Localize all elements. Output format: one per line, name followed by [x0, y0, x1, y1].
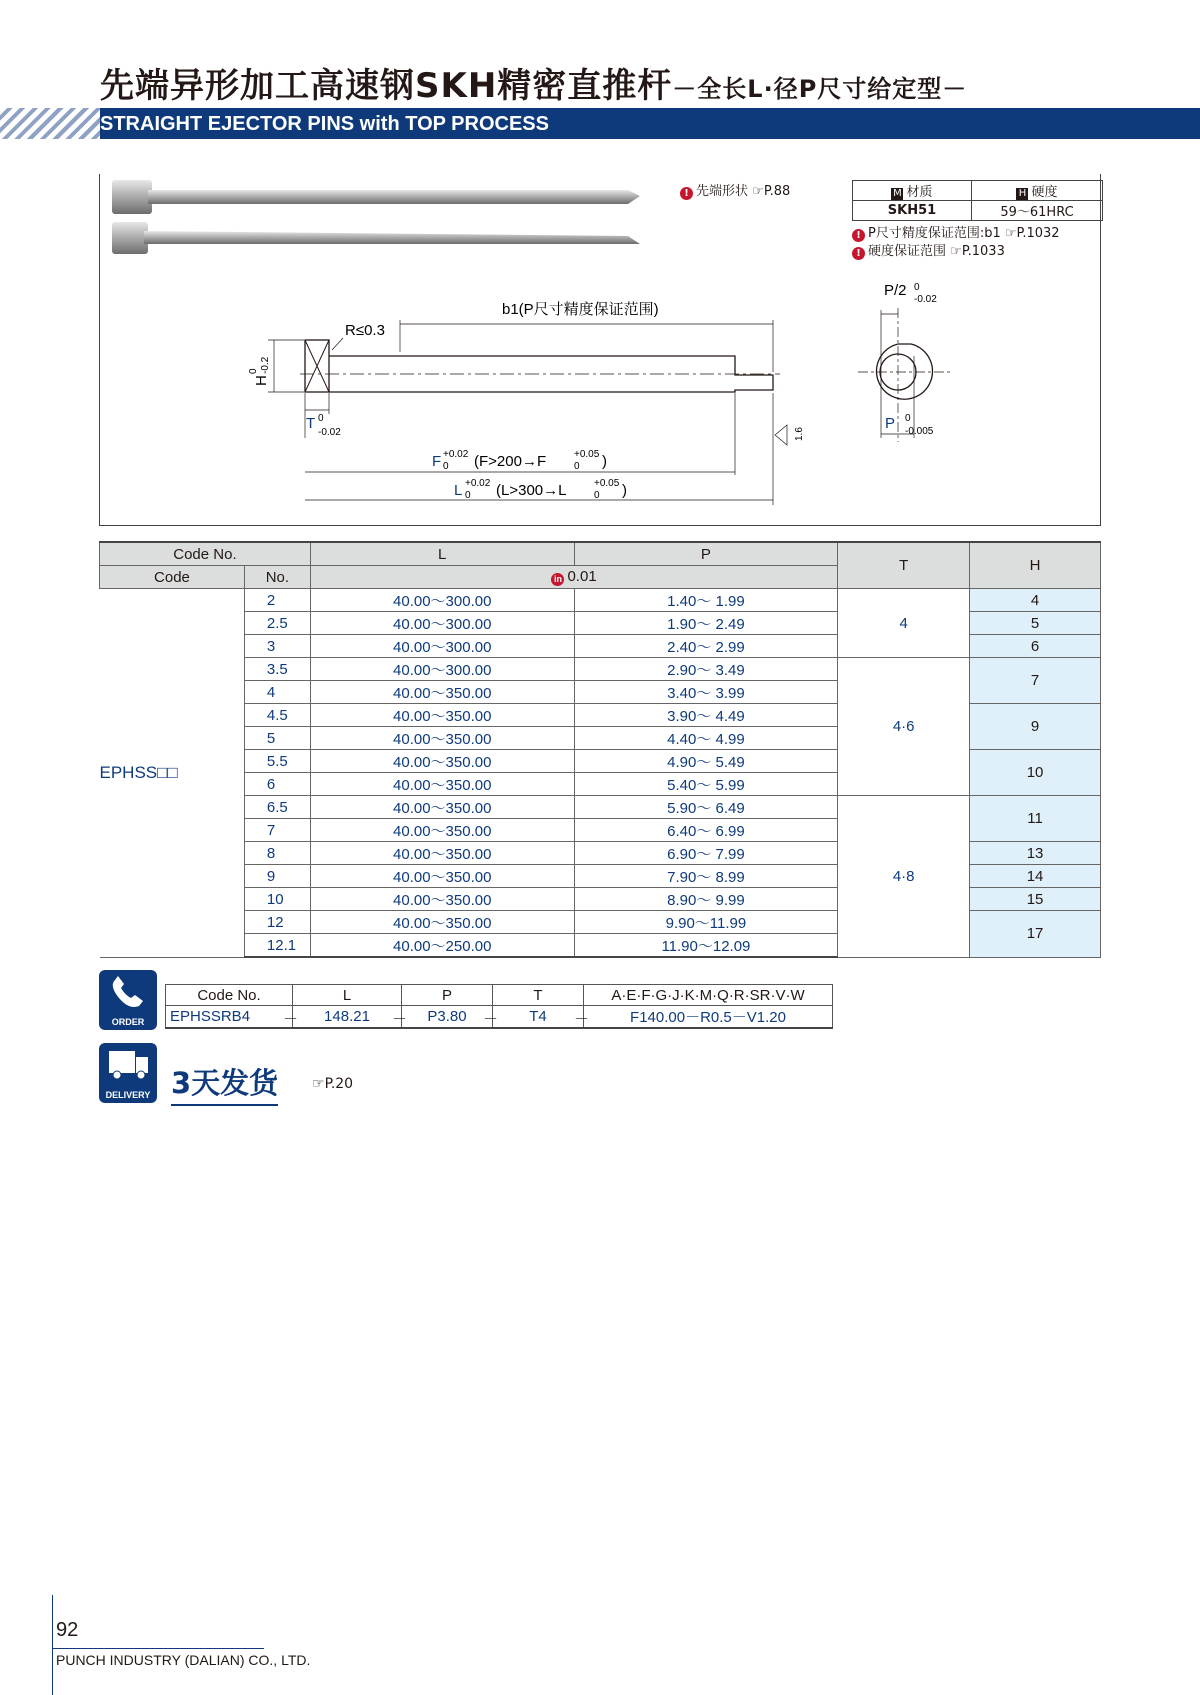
- T-cell: 4·6: [838, 658, 970, 796]
- h-icon: H: [1016, 188, 1028, 200]
- delivery-ref-row: [312, 1076, 353, 1092]
- no-cell: 7: [244, 819, 310, 842]
- hardness-ref[interactable]: P.1033: [961, 244, 1005, 259]
- truck-icon: [99, 1043, 157, 1087]
- increment-icon: in: [551, 573, 564, 586]
- f-tol: +0.02: [443, 449, 469, 460]
- H-cell: 11: [970, 796, 1101, 842]
- material-table: M 材质 H 硬度 SKH51 59～61HRC: [852, 180, 1103, 221]
- T-cell: 4: [838, 589, 970, 658]
- f-close: ): [602, 453, 607, 470]
- H-cell: 17: [970, 911, 1101, 958]
- m-icon: M: [893, 188, 902, 199]
- L-cell: 40.00～350.00: [310, 727, 574, 750]
- H-cell: 6: [970, 635, 1101, 658]
- precision-note: ! P尺寸精度保证范围:b1 ☞P.1032: [852, 222, 1060, 242]
- order-dash: －: [282, 1011, 298, 1028]
- warning-icon: !: [852, 247, 865, 260]
- table-row: [100, 796, 1101, 819]
- pointing-hand-icon: ☞: [752, 184, 764, 199]
- l-tol: +0.02: [465, 478, 491, 489]
- H-cell: 7: [970, 658, 1101, 704]
- warning-icon: !: [680, 187, 693, 200]
- head-T: T: [838, 542, 970, 589]
- no-cell: 6: [244, 773, 310, 796]
- order-L: 148.21 －: [293, 1006, 402, 1029]
- no-cell: 4.5: [244, 704, 310, 727]
- company-name: PUNCH INDUSTRY (DALIAN) CO., LTD.: [56, 1652, 311, 1668]
- P-cell: 1.40～ 1.99: [574, 589, 838, 612]
- L-cell: 40.00～250.00: [310, 934, 574, 958]
- order-dash: －: [482, 1011, 498, 1028]
- H-cell: 14: [970, 865, 1101, 888]
- L-cell: 40.00～300.00: [310, 612, 574, 635]
- H-cell: 5: [970, 612, 1101, 635]
- H-cell: 10: [970, 750, 1101, 796]
- P-cell: 11.90～12.09: [574, 934, 838, 958]
- phone-icon: [99, 970, 157, 1014]
- P-cell: 4.90～ 5.49: [574, 750, 838, 773]
- l-close: ): [622, 482, 627, 499]
- order-alterations: F140.00－R0.5－V1.20: [584, 1006, 833, 1029]
- page-title: [100, 58, 967, 107]
- H-cell: 15: [970, 888, 1101, 911]
- no-cell: 2: [244, 589, 310, 612]
- pointing-hand-icon: ☞: [950, 244, 962, 259]
- order-T: T4 －: [493, 1006, 584, 1029]
- L-cell: 40.00～350.00: [310, 773, 574, 796]
- P-cell: 6.90～ 7.99: [574, 842, 838, 865]
- H-cell: 13: [970, 842, 1101, 865]
- pointing-hand-icon: ☞: [1004, 226, 1017, 241]
- L-cell: 40.00～350.00: [310, 796, 574, 819]
- h-tol-top: 0: [248, 368, 259, 374]
- page-number: 92: [56, 1619, 79, 1641]
- H-cell: 4: [970, 589, 1101, 612]
- pointing-hand-icon: ☞: [312, 1076, 325, 1092]
- order-dash: －: [391, 1011, 407, 1028]
- h-label: H: [253, 375, 270, 386]
- head-P: P: [574, 542, 838, 566]
- order-code: EPHSSRB4 －: [166, 1006, 293, 1029]
- table-row: [100, 589, 1101, 612]
- t-label: T: [306, 415, 316, 432]
- no-cell: 6.5: [244, 796, 310, 819]
- p-tol-top: 0: [905, 413, 911, 424]
- L-cell: 40.00～350.00: [310, 704, 574, 727]
- head-L: L: [310, 542, 574, 566]
- no-cell: 5: [244, 727, 310, 750]
- delivery-ref[interactable]: P.20: [324, 1076, 354, 1092]
- tip-shape-note: ! 先端形状 ☞P.88: [680, 180, 790, 200]
- L-cell: 40.00～350.00: [310, 750, 574, 773]
- P-cell: 4.40～ 4.99: [574, 727, 838, 750]
- L-cell: 40.00～350.00: [310, 842, 574, 865]
- material-value: SKH51: [853, 201, 972, 221]
- L-cell: 40.00～350.00: [310, 865, 574, 888]
- title-main: 先端异形加工高速钢SKH精密直推杆: [100, 66, 673, 106]
- no-cell: 8: [244, 842, 310, 865]
- f-cond-tol: +0.05: [574, 449, 600, 460]
- L-cell: 40.00～300.00: [310, 589, 574, 612]
- p-tol-bot: -0.005: [905, 426, 934, 437]
- no-cell: 12.1: [244, 934, 310, 958]
- hardness-note: ! 硬度保证范围 ☞P.1033: [852, 240, 1005, 260]
- P-cell: 5.90～ 6.49: [574, 796, 838, 819]
- P-cell: 8.90～ 9.99: [574, 888, 838, 911]
- no-cell: 3: [244, 635, 310, 658]
- no-cell: 3.5: [244, 658, 310, 681]
- t-tol-top: 0: [318, 413, 324, 424]
- P-cell: 3.40～ 3.99: [574, 681, 838, 704]
- f-tol-bot: 0: [443, 461, 449, 472]
- L-cell: 40.00～350.00: [310, 681, 574, 704]
- surface-finish-icon: [775, 425, 787, 445]
- delivery-badge: DELIVERY: [99, 1043, 157, 1103]
- f-condition: (F>200→F: [474, 453, 547, 470]
- l-tol-bot: 0: [465, 490, 471, 501]
- order-head-P: P: [402, 985, 493, 1006]
- table-row: [100, 658, 1101, 681]
- hardness-value: 59～61HRC: [972, 201, 1103, 221]
- l-cond-tol-bot: 0: [594, 490, 600, 501]
- product-photo: [108, 176, 648, 262]
- L-cell: 40.00～300.00: [310, 658, 574, 681]
- tip-shape-ref[interactable]: P.88: [763, 184, 791, 199]
- no-cell: 2.5: [244, 612, 310, 635]
- no-cell: 4: [244, 681, 310, 704]
- title-sub: －全长L·径P尺寸给定型－: [672, 75, 968, 103]
- order-head-code: Code No.: [166, 985, 293, 1006]
- order-badge: ORDER: [99, 970, 157, 1030]
- head-H: H: [970, 542, 1101, 589]
- L-cell: 40.00～350.00: [310, 911, 574, 934]
- no-cell: 12: [244, 911, 310, 934]
- order-P: P3.80 －: [402, 1006, 493, 1029]
- precision-ref[interactable]: P.1032: [1016, 226, 1060, 241]
- spec-table: [99, 541, 1101, 958]
- technical-drawing: [240, 282, 960, 515]
- P-cell: 2.40～ 2.99: [574, 635, 838, 658]
- L-cell: 40.00～350.00: [310, 888, 574, 911]
- P-cell: 9.90～11.99: [574, 911, 838, 934]
- h-tol-bot: -0.2: [260, 356, 271, 374]
- t-tol-bot: -0.02: [318, 427, 341, 438]
- no-cell: 10: [244, 888, 310, 911]
- P-cell: 2.90～ 3.49: [574, 658, 838, 681]
- f-cond-tol-bot: 0: [574, 461, 580, 472]
- no-cell: 5.5: [244, 750, 310, 773]
- radius-label: R≤0.3: [345, 322, 385, 339]
- b1-label: b1(P尺寸精度保证范围): [502, 301, 659, 318]
- order-dash: －: [573, 1011, 589, 1028]
- P-cell: 1.90～ 2.49: [574, 612, 838, 635]
- warning-icon: !: [852, 229, 865, 242]
- P-cell: 7.90～ 8.99: [574, 865, 838, 888]
- title-bar-stripes: [0, 108, 100, 139]
- f-label: F: [432, 453, 442, 470]
- order-head-L: L: [293, 985, 402, 1006]
- P-cell: 6.40～ 6.99: [574, 819, 838, 842]
- delivery-days: 3天发货: [171, 1061, 278, 1106]
- code-cell: EPHSS□□: [100, 589, 245, 958]
- P-cell: 5.40～ 5.99: [574, 773, 838, 796]
- order-example-table: [165, 984, 833, 1029]
- l-condition: (L>300→L: [496, 482, 567, 499]
- L-cell: 40.00～350.00: [310, 819, 574, 842]
- p2-label: P/2: [884, 282, 907, 299]
- p2-tol-bot: -0.02: [914, 294, 937, 305]
- head-increment: in 0.01: [310, 566, 837, 589]
- head-code: Code: [100, 566, 245, 589]
- no-cell: 9: [244, 865, 310, 888]
- head-no: No.: [244, 566, 310, 589]
- p-label: P: [885, 415, 896, 432]
- order-head-alterations: A·E·F·G·J·K·M·Q·R·SR·V·W: [584, 985, 833, 1006]
- H-cell: 9: [970, 704, 1101, 750]
- head-code-no: Code No.: [100, 542, 311, 566]
- P-cell: 3.90～ 4.49: [574, 704, 838, 727]
- L-cell: 40.00～300.00: [310, 635, 574, 658]
- surface-value: 1.6: [794, 427, 805, 441]
- p2-tol-top: 0: [914, 282, 920, 293]
- order-head-T: T: [493, 985, 584, 1006]
- T-cell: 4·8: [838, 796, 970, 958]
- l-label: L: [454, 482, 463, 499]
- footer-line: [52, 1648, 264, 1649]
- footer-vertical-line: [52, 1595, 53, 1695]
- l-cond-tol: +0.05: [594, 478, 620, 489]
- title-english: STRAIGHT EJECTOR PINS with TOP PROCESS: [100, 113, 549, 135]
